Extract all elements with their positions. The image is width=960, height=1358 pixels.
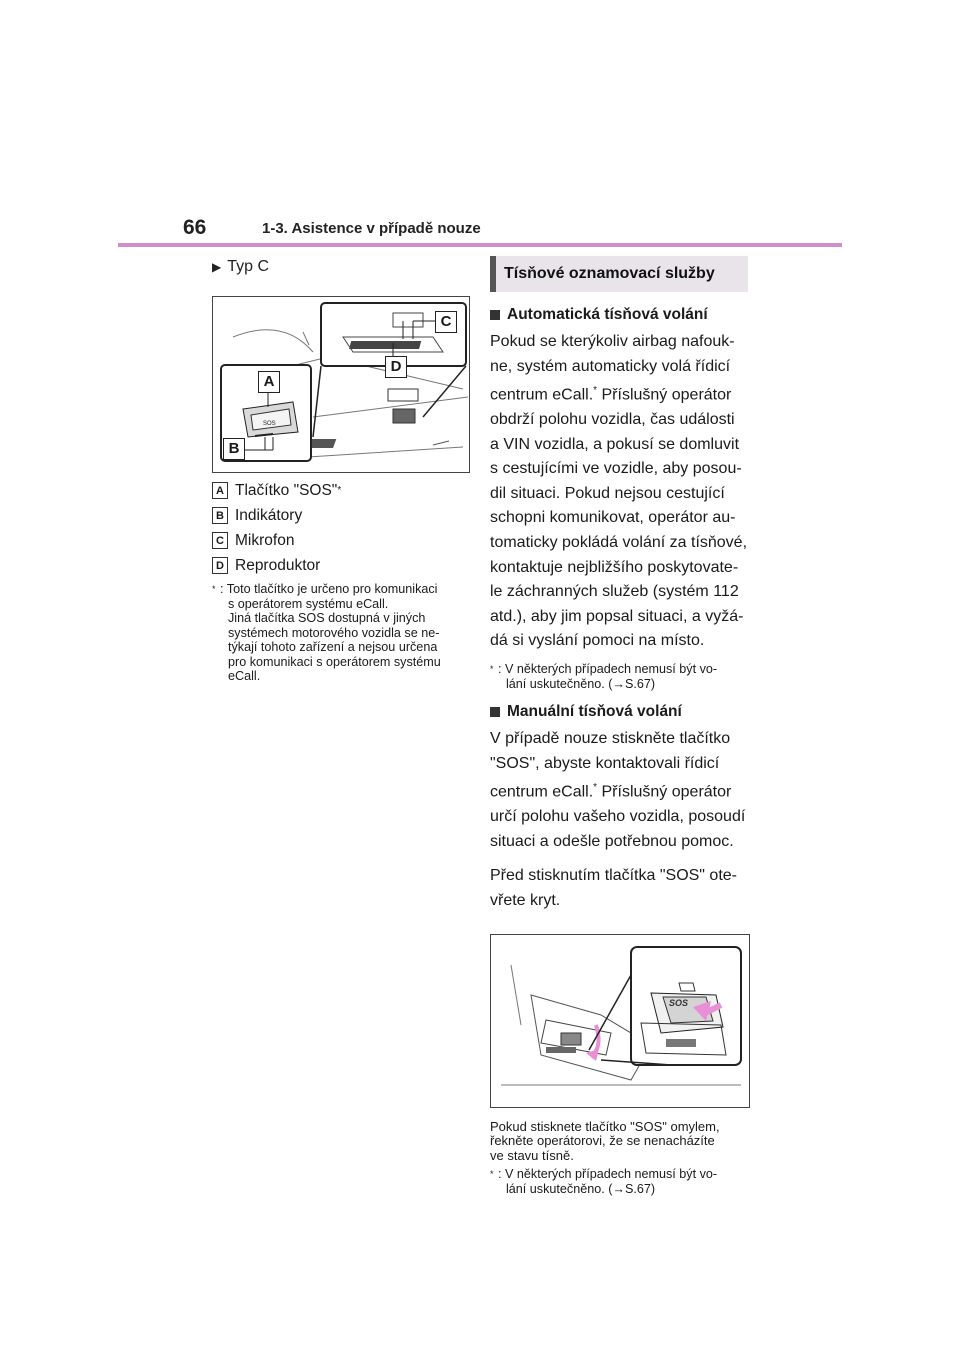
figure1-label-c: C: [435, 311, 457, 333]
callout-item: [212, 553, 472, 578]
square-bullet-icon: [490, 310, 500, 320]
figure1-label-b: B: [223, 438, 245, 460]
footnote-mark: *: [337, 485, 342, 496]
body-line: ne, systém automaticky volá řídicí: [490, 357, 731, 375]
triangle-bullet-icon: ▶: [212, 260, 222, 274]
figure1-label-d: D: [385, 356, 407, 378]
services-title: Tísňové oznamovací služby: [504, 265, 715, 282]
section-title: 1-3. Asistence v případě nouze: [262, 220, 481, 237]
auto-calls-heading: [490, 306, 752, 324]
overhead-console-illustration: [213, 297, 469, 472]
sos-button-label: SOS: [669, 997, 689, 1008]
callout-text: Mikrofon: [235, 531, 295, 549]
body-line: určí polohu vašeho vozidla, posoudí: [490, 808, 746, 826]
callout-item: [212, 528, 472, 553]
body-line: le záchranných služeb (systém 112: [490, 583, 739, 601]
footnote-line: lání uskutečněno. (→S.67): [506, 1181, 656, 1196]
footnote-line: pro komunikaci s operátorem systému: [228, 654, 441, 669]
square-bullet-icon: [490, 707, 500, 717]
body-line: Před stisknutím tlačítka "SOS" ote-: [490, 867, 737, 885]
footnote-line: : Toto tlačítko je určeno pro komunikaci: [220, 582, 438, 596]
body-line: tomaticky pokládá volání za tísňové,: [490, 534, 748, 552]
callout-item: [212, 503, 472, 528]
footnote-sos-button: [212, 582, 472, 684]
callout-badge: B: [212, 507, 228, 524]
right-column: [490, 250, 752, 1196]
services-title-box: [490, 256, 748, 292]
footnote-line: eCall.: [228, 669, 261, 683]
svg-text:SOS: SOS: [263, 421, 276, 427]
body-line: centrum eCall.* Příslušný operátor: [490, 782, 732, 801]
footnote-line: : V některých případech nemusí být vo-: [498, 662, 718, 677]
header-rule: [118, 243, 842, 247]
sos-cover-diagram: [490, 934, 750, 1108]
callout-item: [212, 478, 472, 503]
figure1-label-a: A: [258, 371, 280, 393]
footnote-line: systémech motorového vozidla se ne-: [228, 625, 440, 640]
footnote-line: s operátorem systému eCall.: [228, 596, 389, 611]
caption-line: ve stavu tísně.: [490, 1147, 574, 1163]
footnote-mark: *: [490, 1169, 494, 1180]
type-heading: [212, 258, 472, 280]
callout-badge: C: [212, 532, 228, 549]
footnote-mark: *: [490, 664, 494, 675]
figure2-caption: [490, 1120, 752, 1164]
callout-text: Indikátory: [235, 506, 303, 524]
footnote-mark: *: [593, 782, 598, 794]
body-line: kontaktuje nejbližšího poskytovate-: [490, 558, 739, 576]
manual-calls-heading-text: Manuální tísňová volání: [507, 703, 682, 721]
body-line: dá si vyslání pomoci na místo.: [490, 632, 705, 650]
open-cover-illustration: [491, 935, 749, 1107]
callout-badge: D: [212, 557, 228, 574]
manual-calls-text: [490, 727, 752, 854]
body-line: situaci a odešle potřebnou pomoc.: [490, 832, 734, 850]
page-number: 66: [183, 216, 207, 239]
auto-calls-text: [490, 330, 752, 654]
left-column: [212, 250, 472, 684]
body-line: dil situaci. Pokud nejsou cestující: [490, 484, 725, 502]
footnote-line: : V některých případech nemusí být vo-: [498, 1167, 718, 1182]
manual-calls-heading: [490, 703, 752, 721]
auto-calls-heading-text: Automatická tísňová volání: [507, 306, 708, 323]
type-label: Typ C: [227, 258, 270, 275]
body-line: vřete kryt.: [490, 891, 561, 909]
footnote-manual: [490, 1167, 752, 1196]
body-line: centrum eCall.* Příslušný operátor: [490, 385, 732, 404]
caption-line: řekněte operátorovi, že se nenacházíte: [490, 1133, 715, 1149]
body-line: V případě nouze stiskněte tlačítko: [490, 730, 731, 748]
body-line: a VIN vozidla, a pokusí se domluvit: [490, 435, 740, 453]
callout-text: Tlačítko "SOS": [235, 481, 338, 499]
footnote-mark: *: [593, 385, 598, 397]
body-line: Pokud se kterýkoliv airbag nafouk-: [490, 333, 735, 350]
callout-badge: A: [212, 482, 228, 499]
open-cover-text: [490, 864, 752, 913]
footnote-auto: [490, 662, 752, 691]
body-line: atd.), aby jim popsal situaci, a vyžá-: [490, 607, 744, 625]
footnote-line: Jiná tlačítka SOS dostupná v jiných: [228, 611, 426, 625]
callout-text: Reproduktor: [235, 556, 321, 574]
body-line: schopni komunikovat, operátor au-: [490, 509, 736, 527]
body-line: obdrží polohu vozidla, čas události: [490, 411, 735, 429]
callout-list: [212, 478, 472, 578]
footnote-line: lání uskutečněno. (→S.67): [506, 676, 656, 691]
sos-button-diagram: [212, 296, 470, 473]
footnote-mark: *: [212, 584, 216, 594]
body-line: s cestujícími ve vozidle, aby posou-: [490, 460, 742, 478]
footnote-line: týkají tohoto zařízení a nejsou určena: [228, 640, 438, 654]
body-line: "SOS", abyste kontaktovali řídicí: [490, 754, 720, 772]
caption-line: Pokud stisknete tlačítko "SOS" omylem,: [490, 1118, 720, 1134]
